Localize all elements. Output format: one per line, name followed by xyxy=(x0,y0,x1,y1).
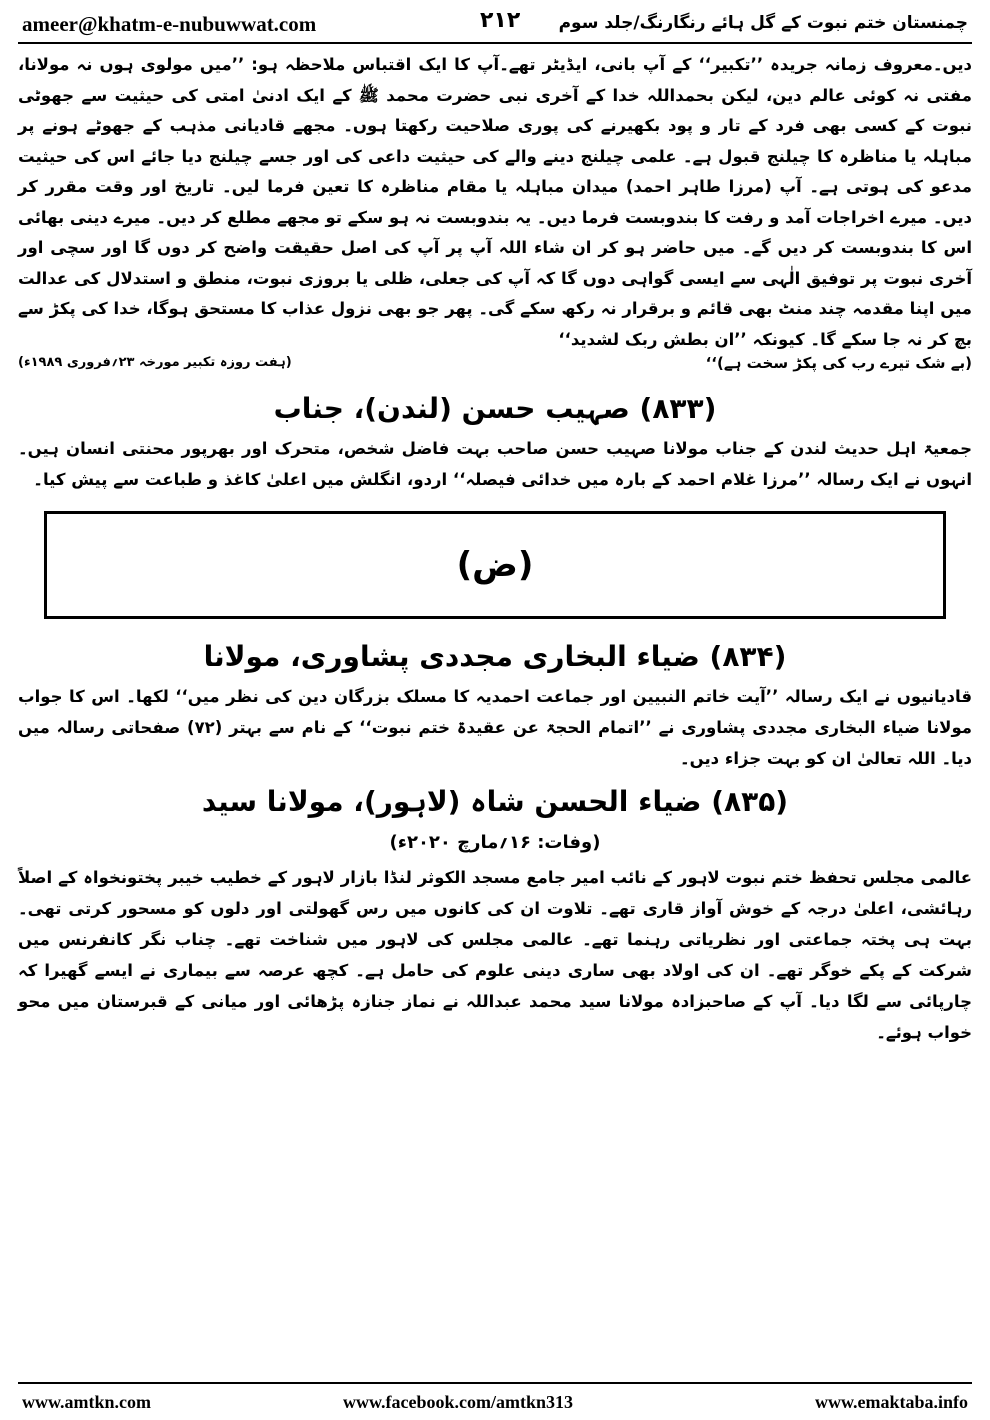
citation-source: (ہفت روزہ تکبیر مورخہ ۲۳؍فروری ۱۹۸۹ء) xyxy=(18,355,292,370)
page-footer xyxy=(18,1382,972,1418)
page-number: ۲۱۲ xyxy=(480,8,521,33)
footer-link-facebook[interactable]: www.facebook.com/amtkn313 xyxy=(343,1392,573,1412)
section-letter-box xyxy=(44,511,946,619)
footer-link-emaktaba[interactable]: www.emaktaba.info xyxy=(814,1392,968,1412)
entry-heading-835: (۸۳۵) ضیاء الحسن شاہ (لاہور)، مولانا سید xyxy=(201,785,789,818)
section-letter: (ض) xyxy=(456,545,534,585)
entry-text-835: عالمی مجلس تحفظ ختم نبوت لاہور کے نائب امیر جامع مسجد الکوثر لنڈا بازار لاہور کے خطیب خیبر پختونخواہ کے اصلاً رہائشی، اعلیٰ درجہ کے خوش آواز قاری تھے۔ تلاوت ان کی کانوں میں رس گھولتی اور دلوں کو مسحور کرتی تھی۔ بہت ہی پختہ جماعتی اور نظریاتی رہنما تھے۔ عالمی مجلس کی لاہور میں شناخت تھے۔ چناب نگر کانفرنس میں شرکت کے پکے خوگر تھے۔ ان کی اولاد بھی ساری دینی علوم کی حامل ہے۔ کچھ عرصہ سے بیماری نے ایسے گھیرا کہ چارپائی سے لگا دیا۔ آپ کے صاحبزادہ مولانا سید محمد عبداللہ نے نماز جنازہ پڑھائی اور میانی کے قبرستان میں محو خواب ہوئے۔ xyxy=(18,868,972,1042)
page-header xyxy=(18,8,972,44)
entry-text-834: قادیانیوں نے ایک رسالہ ’’آیت خاتم النبیین اور جماعت احمدیہ کا مسلک بزرگان دین کی نظر میں‘‘ لکھا۔ اس کا جواب مولانا ضیاء البخاری مجددی پشاوری نے ’’اتمام الحجۃ عن عقیدۃ ختم نبوت‘‘ کے نام سے بہتر (۷۲) صفحاتی رسالہ میں دیا۔ اللہ تعالیٰ ان کو بہت جزاء دیں۔ xyxy=(18,687,972,768)
entry-text-833: جمعیۃ اہل حدیث لندن کے جناب مولانا صہیب حسن صاحب بہت فاضل شخص، متحرک اور بھرپور محنتی انسان ہیں۔ انہوں نے ایک رسالہ ’’مرزا غلام احمد کے بارہ میں خدائی فیصلہ‘‘ اردو، انگلش میں اعلیٰ کاغذ و طباعت سے پیش کیا۔ xyxy=(18,439,972,489)
page-content xyxy=(18,50,972,1048)
footer-link-amtkn[interactable]: www.amtkn.com xyxy=(22,1392,151,1412)
entry-heading-833: (۸۳۳) صہیب حسن (لندن)، جناب xyxy=(273,392,717,425)
death-date: (وفات: ۱۶؍مارچ ۲۰۲۰ء) xyxy=(389,832,601,853)
citation-row xyxy=(18,351,972,375)
book-title: چمنستان ختم نبوت کے گل ہائے رنگارنگ/جلد سوم xyxy=(558,13,968,33)
intro-paragraph: دیں۔معروف زمانہ جریدہ ’’تکبیر‘‘ کے آپ بانی، ایڈیٹر تھے۔آپ کا ایک اقتباس ملاحظہ ہو: ’’میں مولوی ہوں نہ مولانا، مفتی نہ کوئی عالم دین، لیکن بحمداللہ خدا کے آخری نبی حضرت محمد ﷺ کے ایک ادنیٰ امتی کی حیثیت سے جھوٹی نبوت کے کسی بھی فرد کے تار و پود بکھیرنے کی پوری صلاحیت رکھتا ہوں۔ مجھے قادیانی مذہب کے جھوٹے ہونے پر مباہلہ یا مناظرہ کا چیلنج قبول ہے۔ علمی چیلنج دینے والے کی حیثیت داعی کی اور جسے چیلنج دیا جائے اس کی حیثیت مدعو کی ہوتی ہے۔ آپ (مرزا طاہر احمد) میدان مباہلہ یا مقام مناظرہ کا تعین فرما لیں۔ تاریخ اور وقت مقرر کر دیں۔ میرے اخراجات آمد و رفت کا بندوبست فرما دیں۔ یہ بندوبست نہ ہو سکے تو مجھے مطلع کر دیں۔ میرے دینی بھائی اس کا بندوبست کر دیں گے۔ میں حاضر ہو کر ان شاء اللہ آپ پر آپ کی اصل حقیقت واضح کر دوں گا اور سچی اور آخری نبوت پر توفیق الٰہی سے ایسی گواہی دوں گا کہ آپ کی جعلی، ظلی یا بروزی نبوت، منطق و استدلال کی عدالت میں اپنا مقدمہ چند منٹ بھی قائم و برقرار نہ رکھ سکے گی۔ پھر جو بھی نزول عذاب کا مستحق ہوگا، خدا کی پکڑ سے بچ کر نہ جا سکے گا۔ کیونکہ ’’ان بطش ربک لشدید‘‘ xyxy=(18,55,972,349)
quote-translation: (بے شک تیرے رب کی پکڑ سخت ہے)‘‘ xyxy=(705,354,972,372)
entry-heading-834: (۸۳۴) ضیاء البخاری مجددی پشاوری، مولانا xyxy=(203,640,787,673)
header-email: ameer@khatm-e-nubuwwat.com xyxy=(22,12,317,36)
